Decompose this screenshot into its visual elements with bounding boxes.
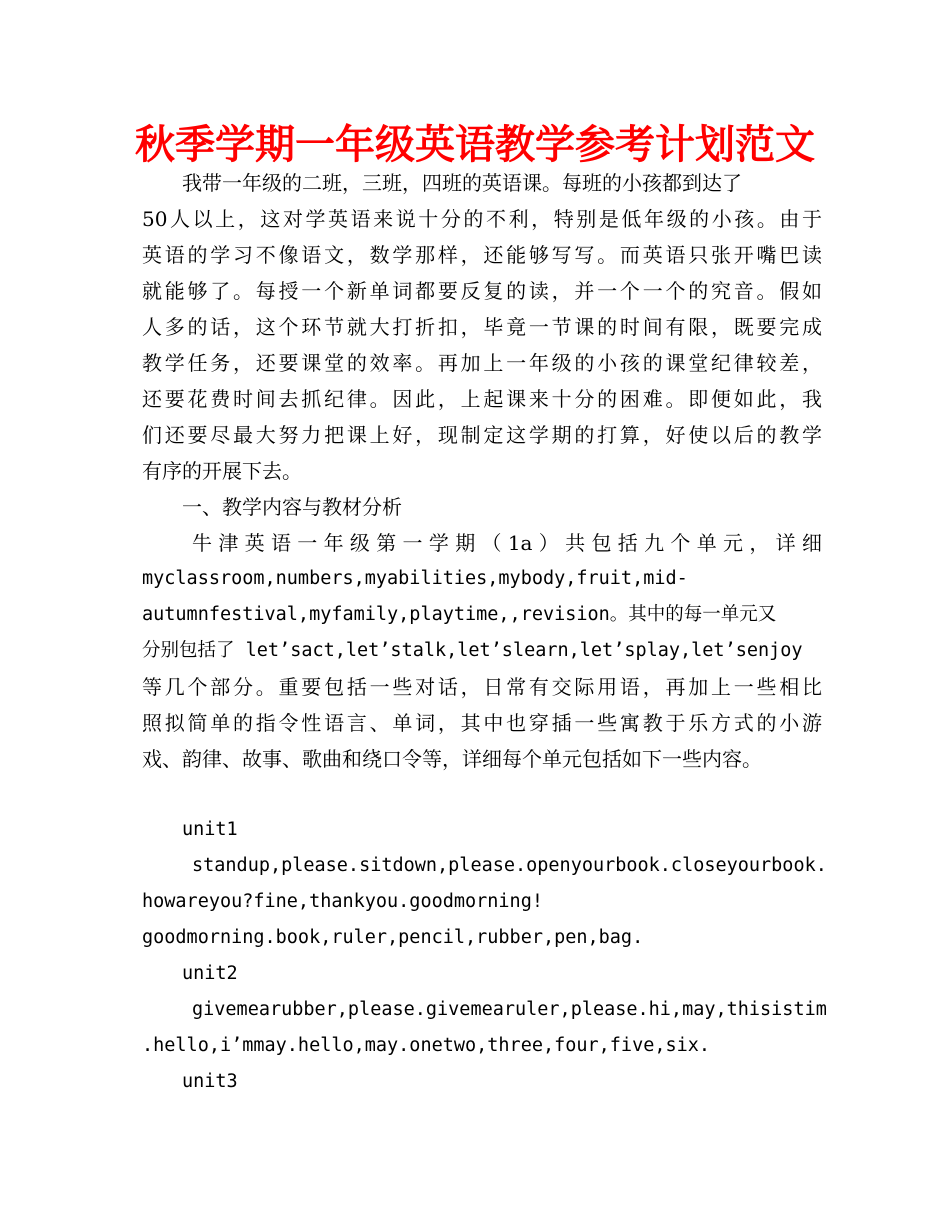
unit-line: .hello,i’mmay.hello,may.onetwo,three,four,five,six. xyxy=(142,1035,711,1056)
unit-line: goodmorning.book,ruler,pencil,rubber,pen,bag. xyxy=(142,927,644,948)
intro-line: 们还要尽最大努力把课上好，现制定这学期的打算，好使以后的教学 xyxy=(142,423,822,447)
section-line: 照拟简单的指令性语言、单词，其中也穿插一些寓教于乐方式的小游 xyxy=(142,711,822,735)
unit-heading: unit3 xyxy=(182,1071,238,1092)
section-line: autumnfestival,myfamily,playtime,,revision。其中的每一单元又 xyxy=(142,604,777,625)
intro-line: 人多的话，这个环节就大打折扣，毕竟一节课的时间有限，既要完成 xyxy=(142,315,822,339)
section-line: 牛津英语一年级第一学期（1a）共包括九个单元，详细 xyxy=(192,531,822,555)
unit-line: howareyou?fine,thankyou.goodmorning! xyxy=(142,891,543,912)
unit-heading: unit1 xyxy=(182,819,238,840)
section-line: 等几个部分。重要包括一些对话，日常有交际用语，再加上一些相比 xyxy=(142,675,822,699)
intro-line: 教学任务，还要课堂的效率。再加上一年级的小孩的课堂纪律较差， xyxy=(142,351,822,375)
unit-line: standup,please.sitdown,please.openyourbook.closeyourbook. xyxy=(192,855,827,876)
intro-line: 50人以上，这对学英语来说十分的不利，特别是低年级的小孩。由于 xyxy=(142,207,822,231)
units-list xyxy=(142,812,827,1100)
section-line: 戏、韵律、故事、歌曲和绕口令等，详细每个单元包括如下一些内容。 xyxy=(142,747,762,771)
intro-line: 有序的开展下去。 xyxy=(142,459,302,483)
section-line: myclassroom,numbers,myabilities,mybody,fruit,mid- xyxy=(142,568,688,589)
document-title: 秋季学期一年级英语教学参考计划范文 xyxy=(135,121,815,168)
section-1 xyxy=(142,489,822,777)
intro-line: 我带一年级的二班，三班，四班的英语课。每班的小孩都到达了 xyxy=(182,171,742,195)
section-heading: 一、教学内容与教材分析 xyxy=(182,495,402,519)
intro-paragraph xyxy=(142,165,822,489)
unit-line: givemearubber,please.givemearuler,please.hi,may,thisistim xyxy=(192,999,827,1020)
section-line: 分别包括了 let’sact,let’stalk,let’slearn,let’splay,let’senjoy xyxy=(142,640,803,661)
intro-line: 就能够了。每授一个新单词都要反复的读，并一个一个的究音。假如 xyxy=(142,279,822,303)
intro-line: 英语的学习不像语文，数学那样，还能够写写。而英语只张开嘴巴读 xyxy=(142,243,822,267)
intro-line: 还要花费时间去抓纪律。因此，上起课来十分的困难。即便如此，我 xyxy=(142,387,822,411)
unit-heading: unit2 xyxy=(182,963,238,984)
